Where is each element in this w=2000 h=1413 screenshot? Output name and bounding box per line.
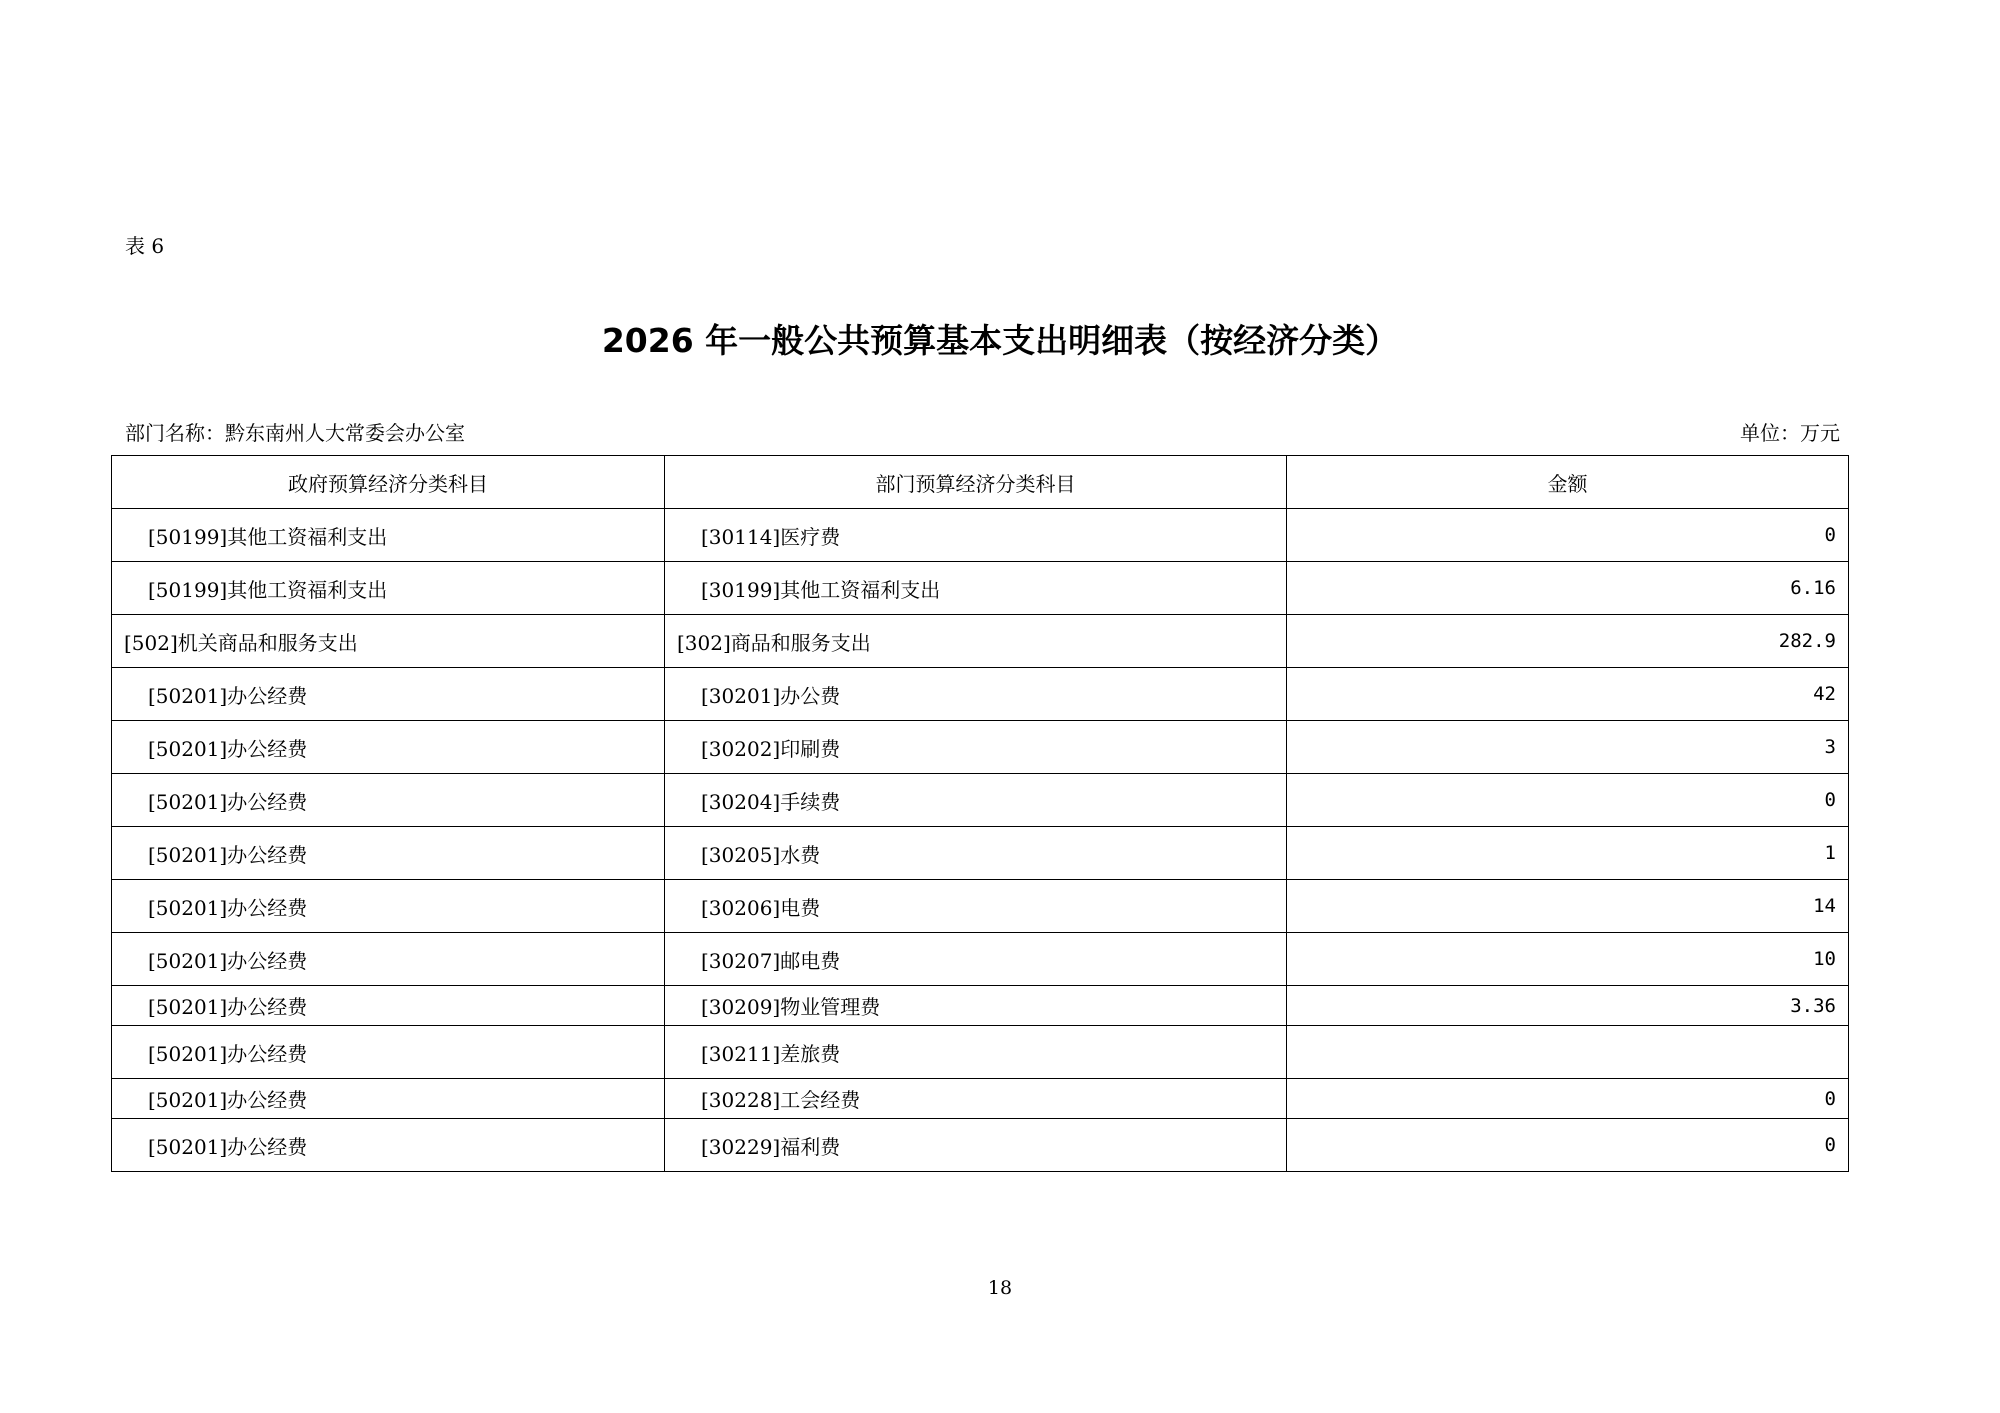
table-row <box>112 562 1849 615</box>
cell-dept-category: [30204]手续费 <box>665 774 1287 827</box>
cell-amount: 0 <box>1287 774 1849 827</box>
cell-amount: 14 <box>1287 880 1849 933</box>
table-row <box>112 880 1849 933</box>
budget-table <box>111 455 1849 1172</box>
table-row <box>112 1079 1849 1119</box>
table-row <box>112 1026 1849 1079</box>
cell-amount: 3 <box>1287 721 1849 774</box>
cell-amount: 0 <box>1287 1079 1849 1119</box>
department-name: 部门名称：黔东南州人大常委会办公室 <box>125 421 465 445</box>
cell-gov-category: [50201]办公经费 <box>112 1119 665 1172</box>
cell-dept-category: [30209]物业管理费 <box>665 986 1287 1026</box>
unit-label: 单位：万元 <box>1740 421 1840 445</box>
cell-gov-category: [50201]办公经费 <box>112 986 665 1026</box>
table-row <box>112 615 1849 668</box>
cell-gov-category: [50201]办公经费 <box>112 721 665 774</box>
cell-gov-category: [50201]办公经费 <box>112 1079 665 1119</box>
cell-gov-category: [50201]办公经费 <box>112 880 665 933</box>
table-row <box>112 774 1849 827</box>
cell-dept-category: [30199]其他工资福利支出 <box>665 562 1287 615</box>
cell-amount: 0 <box>1287 1119 1849 1172</box>
page-title: 2026 年一般公共预算基本支出明细表（按经济分类） <box>601 321 1399 360</box>
cell-dept-category: [302]商品和服务支出 <box>665 615 1287 668</box>
table-row <box>112 986 1849 1026</box>
cell-dept-category: [30207]邮电费 <box>665 933 1287 986</box>
table-row <box>112 933 1849 986</box>
header-dept-category: 部门预算经济分类科目 <box>665 456 1287 509</box>
cell-amount: 0 <box>1287 509 1849 562</box>
cell-amount: 6.16 <box>1287 562 1849 615</box>
cell-gov-category: [50201]办公经费 <box>112 933 665 986</box>
table-row <box>112 668 1849 721</box>
cell-gov-category: [50199]其他工资福利支出 <box>112 509 665 562</box>
table-row <box>112 509 1849 562</box>
table-row <box>112 1119 1849 1172</box>
table-row <box>112 721 1849 774</box>
page-number: 18 <box>987 1277 1013 1299</box>
cell-amount <box>1287 1026 1849 1079</box>
cell-gov-category: [50201]办公经费 <box>112 774 665 827</box>
cell-amount: 1 <box>1287 827 1849 880</box>
cell-dept-category: [30228]工会经费 <box>665 1079 1287 1119</box>
cell-amount: 3.36 <box>1287 986 1849 1026</box>
cell-dept-category: [30211]差旅费 <box>665 1026 1287 1079</box>
cell-dept-category: [30201]办公费 <box>665 668 1287 721</box>
cell-amount: 42 <box>1287 668 1849 721</box>
header-amount: 金额 <box>1287 456 1849 509</box>
cell-dept-category: [30206]电费 <box>665 880 1287 933</box>
cell-amount: 10 <box>1287 933 1849 986</box>
cell-dept-category: [30229]福利费 <box>665 1119 1287 1172</box>
cell-dept-category: [30202]印刷费 <box>665 721 1287 774</box>
table-row <box>112 827 1849 880</box>
table-label: 表 6 <box>125 234 165 258</box>
cell-gov-category: [50201]办公经费 <box>112 668 665 721</box>
header-gov-category: 政府预算经济分类科目 <box>112 456 665 509</box>
cell-dept-category: [30114]医疗费 <box>665 509 1287 562</box>
cell-gov-category: [502]机关商品和服务支出 <box>112 615 665 668</box>
cell-gov-category: [50201]办公经费 <box>112 827 665 880</box>
cell-gov-category: [50199]其他工资福利支出 <box>112 562 665 615</box>
table-header-row <box>112 456 1849 509</box>
cell-dept-category: [30205]水费 <box>665 827 1287 880</box>
cell-amount: 282.9 <box>1287 615 1849 668</box>
cell-gov-category: [50201]办公经费 <box>112 1026 665 1079</box>
